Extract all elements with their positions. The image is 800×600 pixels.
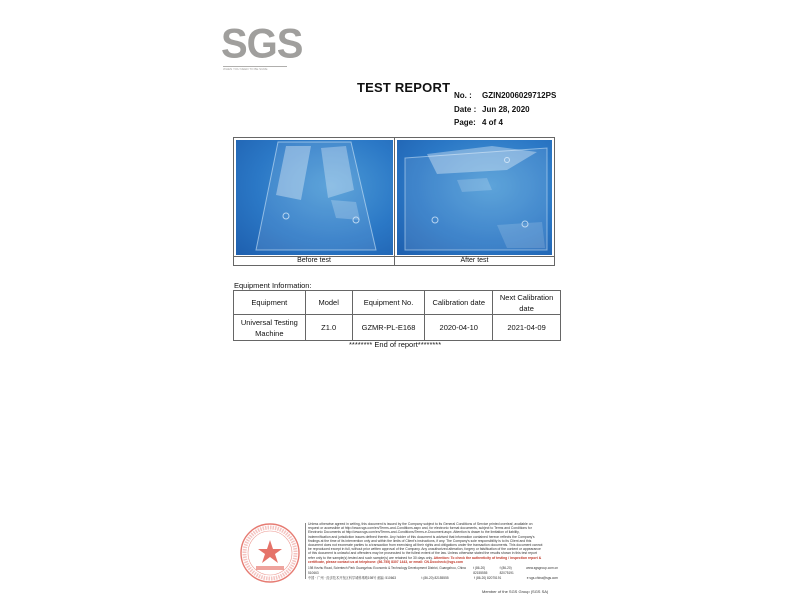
meta-date-label: Date :: [454, 104, 477, 114]
column-header-next-calibration-date: Next Calibration date: [493, 291, 561, 315]
equipment-table-header: [234, 291, 561, 315]
fax-en: f (86-20) 82075191: [499, 566, 514, 575]
address-en: 198 Kezhu Road, Scientech Park Guangzhou Economic & Technology Development District, Guangzhou, China 510663: [308, 566, 466, 575]
address-cn: 中国 · 广州 · 经济技术开发区科学城科珠路198号 邮编: 510663: [308, 576, 397, 580]
photo-table: [233, 137, 555, 266]
cell-equipment-no: GZMR-PL-E168: [352, 315, 425, 341]
meta-page: [454, 118, 556, 132]
meta-date-value: Jun 28, 2020: [482, 104, 530, 114]
after-test-caption: After test: [460, 257, 489, 264]
fax-cn: f (86-20) 82075191: [474, 576, 502, 580]
disclaimer-text: Unless otherwise agreed in writing, this document is issued by the Company subject to its General Conditions of Service printed overleaf, available on request or accessible at http://www.sgs.com/en/Terms-and-Conditions.aspx and, for electronic format documents, subject to Terms and Conditions for Electronic Documents at http://www.sgs.com/en/Terms-and-Conditions/Terms-e-Document.aspx. Attention is drawn to the limitation of liability, indemnification and jurisdiction issues defined therein. Any holder of this document is advised that information contained hereon reflects the Company's findings at the time of its intervention only and within the limits of Client's instructions, if any. The Company's sole responsibility is to its Client and this document does not exonerate parties to a transaction from exercising all their rights and obligations under the transaction documents. This document cannot be reproduced except in full, without prior written approval of the Company. Any unauthorized alteration, forgery or falsification of the content or appearance of this document is unlawful and offenders may be prosecuted to the fullest extent of the law. Unless otherwise stated the results shown in this test report refer only to the sample(s) tested and such sample(s) are retained for 30 days only.: [308, 522, 543, 560]
sgs-logo-tagline: WHEN YOU NEED TO BE SURE: [223, 66, 287, 71]
footer-disclaimer: [308, 522, 543, 564]
seal-stamp-icon: [239, 522, 301, 584]
film-sample-after-image: [397, 140, 552, 255]
sgs-logo-text: SGS: [221, 20, 303, 68]
film-sample-before-image: [236, 140, 393, 255]
footer-divider: [305, 523, 306, 579]
after-test-photo: [397, 140, 552, 255]
tel-cn: t (86-20) 82155555: [421, 576, 449, 580]
meta-page-label: Page:: [454, 118, 476, 127]
table-row: [234, 315, 561, 341]
column-header-calibration-date: Calibration date: [425, 291, 493, 315]
address-row-cn: [308, 576, 558, 581]
before-test-caption: Before test: [297, 257, 331, 264]
column-header-model: Model: [305, 291, 352, 315]
sgs-logo: [221, 22, 301, 70]
address-row-en: [308, 566, 558, 576]
web-en: www.sgsgroup.com.cn: [526, 566, 558, 570]
equipment-heading: Equipment Information:: [234, 281, 312, 290]
report-meta: [454, 91, 556, 132]
report-title: TEST REPORT: [357, 80, 451, 95]
cell-model: Z1.0: [305, 315, 352, 341]
meta-page-value: 4 of 4: [482, 118, 503, 127]
equipment-table: [233, 290, 561, 341]
cell-calibration-date: 2020-04-10: [425, 315, 493, 341]
column-header-equipment-no: Equipment No.: [352, 291, 425, 315]
before-test-photo: [236, 140, 393, 255]
meta-date: [454, 105, 556, 119]
email-cn: e sgs.china@sgs.com: [526, 576, 558, 580]
meta-no-label: No. :: [454, 91, 472, 100]
photo-divider: [394, 138, 395, 265]
company-seal: [239, 522, 301, 584]
meta-report-number: [454, 91, 556, 105]
footer-address: [308, 566, 558, 581]
tel-en: t (86-20) 82155555: [473, 566, 488, 575]
column-header-equipment: Equipment: [234, 291, 306, 315]
sgs-group-member: Member of the SGS Group (SGS SA): [482, 589, 549, 594]
end-of-report: ******** End of report********: [349, 340, 442, 349]
cell-equipment: Universal Testing Machine: [234, 315, 306, 341]
authenticity-attention: Attention: To check the authenticity of testing / inspection report & certificate, please contact us at telephone: (86-755) 8307 1443, or email: CN.Doccheck@sgs.com: [308, 555, 542, 564]
cell-next-calibration-date: 2021-04-09: [493, 315, 561, 341]
meta-no-value: GZIN2006029712PS: [482, 91, 557, 100]
